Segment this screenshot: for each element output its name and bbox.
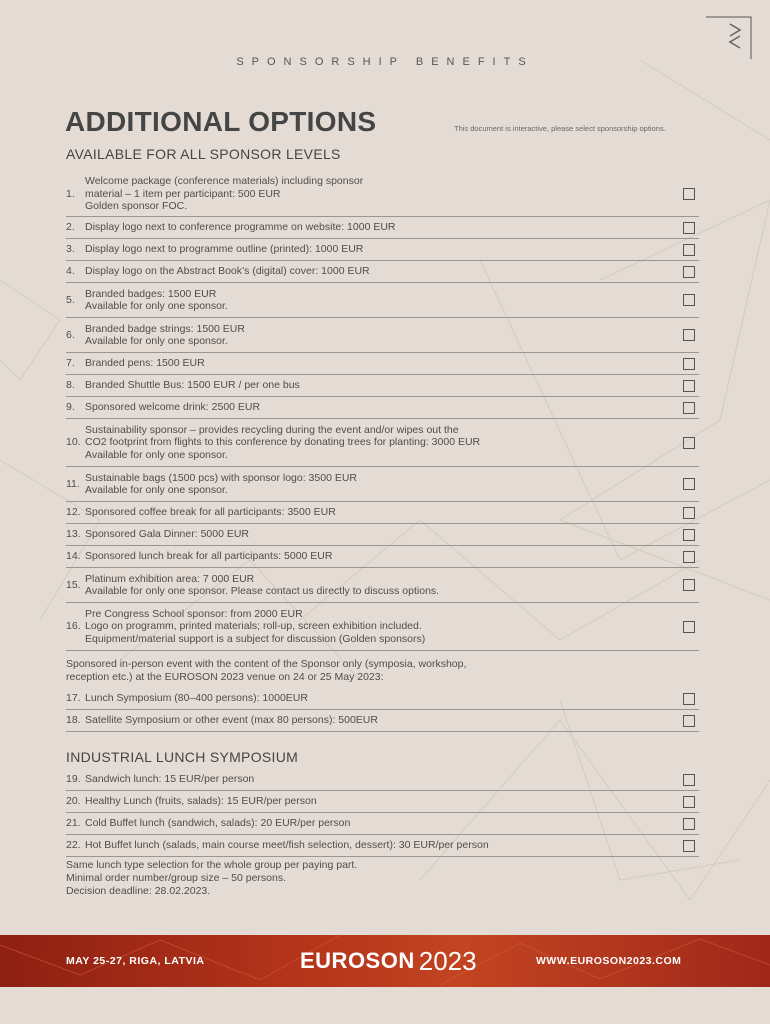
option-checkbox[interactable] <box>683 358 695 370</box>
option-checkbox[interactable] <box>683 188 695 200</box>
option-number: 5. <box>66 293 75 306</box>
option-row <box>66 688 699 710</box>
option-row <box>66 261 699 283</box>
option-text: Healthy Lunch (fruits, salads): 15 EUR/per person <box>85 795 317 808</box>
option-number: 3. <box>66 243 75 256</box>
option-checkbox[interactable] <box>683 266 695 278</box>
option-row <box>66 217 699 239</box>
option-row <box>66 710 699 732</box>
options-list <box>66 172 699 651</box>
lunch-options-list <box>66 769 699 857</box>
option-text: Welcome package (conference materials) including sponsor material – 1 item per participant: 500 EUR Golden sponsor FOC. <box>85 175 364 213</box>
option-number: 17. <box>66 692 81 705</box>
option-checkbox[interactable] <box>683 402 695 414</box>
option-text: Satellite Symposium or other event (max 80 persons): 500EUR <box>85 714 378 727</box>
option-checkbox[interactable] <box>683 693 695 705</box>
option-row <box>66 172 699 217</box>
option-row <box>66 502 699 524</box>
option-number: 13. <box>66 528 81 541</box>
option-number: 1. <box>66 187 75 200</box>
option-checkbox[interactable] <box>683 551 695 563</box>
option-checkbox[interactable] <box>683 478 695 490</box>
option-row <box>66 397 699 419</box>
option-checkbox[interactable] <box>683 796 695 808</box>
option-checkbox[interactable] <box>683 329 695 341</box>
option-checkbox[interactable] <box>683 579 695 591</box>
option-number: 9. <box>66 401 75 414</box>
option-row <box>66 353 699 375</box>
option-text: Display logo next to conference programme on website: 1000 EUR <box>85 221 396 234</box>
symposium-options-list <box>66 688 699 732</box>
option-text: Branded badge strings: 1500 EUR Available for only one sponsor. <box>85 322 245 347</box>
option-row <box>66 467 699 502</box>
option-text: Cold Buffet lunch (sandwich, salads): 20 EUR/per person <box>85 817 351 830</box>
option-row <box>66 813 699 835</box>
option-row <box>66 283 699 318</box>
option-number: 16. <box>66 620 81 633</box>
option-row <box>66 568 699 603</box>
option-row <box>66 546 699 568</box>
logo-word: EUROSON <box>300 948 415 973</box>
option-text: Lunch Symposium (80–400 persons): 1000EUR <box>85 692 308 705</box>
option-checkbox[interactable] <box>683 507 695 519</box>
option-text: Sustainability sponsor – provides recycling during the event and/or wipes out the CO2 footprint from flights to this conference by donating trees for planting: 3000 EUR Available for only one sponsor. <box>85 423 481 461</box>
option-text: Sponsored Gala Dinner: 5000 EUR <box>85 528 250 541</box>
option-checkbox[interactable] <box>683 244 695 256</box>
option-row <box>66 835 699 857</box>
option-number: 11. <box>66 477 80 490</box>
option-text: Branded Shuttle Bus: 1500 EUR / per one bus <box>85 379 300 392</box>
option-number: 14. <box>66 550 81 563</box>
option-checkbox[interactable] <box>683 715 695 727</box>
option-checkbox[interactable] <box>683 222 695 234</box>
option-number: 2. <box>66 221 75 234</box>
option-checkbox[interactable] <box>683 621 695 633</box>
option-row <box>66 318 699 353</box>
option-checkbox[interactable] <box>683 529 695 541</box>
option-text: Sustainable bags (1500 pcs) with sponsor logo: 3500 EUR Available for only one sponsor. <box>85 471 357 496</box>
option-text: Sponsored coffee break for all participants: 3500 EUR <box>85 506 336 519</box>
option-row <box>66 375 699 397</box>
logo-year: 2023 <box>418 945 477 976</box>
option-number: 15. <box>66 578 81 591</box>
option-checkbox[interactable] <box>683 840 695 852</box>
option-row <box>66 603 699 651</box>
corner-logo-icon <box>706 16 752 60</box>
interactive-note: This document is interactive, please select sponsorship options. <box>454 124 666 133</box>
option-number: 12. <box>66 506 81 519</box>
option-number: 22. <box>66 839 81 852</box>
option-number: 19. <box>66 773 81 786</box>
option-number: 10. <box>66 436 81 449</box>
option-number: 7. <box>66 357 75 370</box>
option-text: Sponsored lunch break for all participants: 5000 EUR <box>85 550 333 563</box>
option-number: 18. <box>66 714 81 727</box>
page-title: ADDITIONAL OPTIONS <box>65 106 377 137</box>
option-row <box>66 239 699 261</box>
event-paragraph: Sponsored in-person event with the content of the Sponsor only (symposia, workshop, reception etc.) at the EUROSON 2023 venue on 24 or 25 May 2023: <box>66 658 467 683</box>
option-text: Hot Buffet lunch (salads, main course meet/fish selection, dessert): 30 EUR/per person <box>85 839 489 852</box>
section-subtitle: AVAILABLE FOR ALL SPONSOR LEVELS <box>66 146 341 162</box>
option-text: Display logo next to programme outline (printed): 1000 EUR <box>85 243 364 256</box>
option-text: Display logo on the Abstract Book’s (digital) cover: 1000 EUR <box>85 265 370 278</box>
option-number: 20. <box>66 795 81 808</box>
option-text: Sandwich lunch: 15 EUR/per person <box>85 773 255 786</box>
option-text: Branded badges: 1500 EUR Available for only one sponsor. <box>85 287 228 312</box>
option-row <box>66 419 699 467</box>
euroson-logo <box>300 941 477 981</box>
option-number: 8. <box>66 379 75 392</box>
option-text: Platinum exhibition area: 7 000 EUR Available for only one sponsor. Please contact us directly to discuss options. <box>85 572 440 597</box>
option-text: Branded pens: 1500 EUR <box>85 357 205 370</box>
option-number: 6. <box>66 328 75 341</box>
lunch-note: Same lunch type selection for the whole group per paying part. Minimal order number/group size – 50 persons. Decision deadline: 28.02.2023. <box>66 859 358 897</box>
option-number: 4. <box>66 265 75 278</box>
footer-website-link[interactable]: WWW.EUROSON2023.COM <box>536 955 682 967</box>
footer-banner <box>0 935 770 987</box>
option-checkbox[interactable] <box>683 818 695 830</box>
option-number: 21. <box>66 817 81 830</box>
option-checkbox[interactable] <box>683 774 695 786</box>
section-kicker: SPONSORSHIP BENEFITS <box>236 56 534 68</box>
option-text: Sponsored welcome drink: 2500 EUR <box>85 401 261 414</box>
option-row <box>66 524 699 546</box>
option-row <box>66 769 699 791</box>
lunch-section-title: INDUSTRIAL LUNCH SYMPOSIUM <box>66 749 299 765</box>
option-row <box>66 791 699 813</box>
option-checkbox[interactable] <box>683 380 695 392</box>
option-checkbox[interactable] <box>683 294 695 306</box>
footer-date-place: MAY 25-27, RIGA, LATVIA <box>66 955 205 967</box>
option-text: Pre Congress School sponsor: from 2000 EUR Logo on programm, printed materials; roll-up, screen exhibition included. Equipment/material support is a subject for discussion (Golden sponsors) <box>85 607 426 645</box>
option-checkbox[interactable] <box>683 437 695 449</box>
